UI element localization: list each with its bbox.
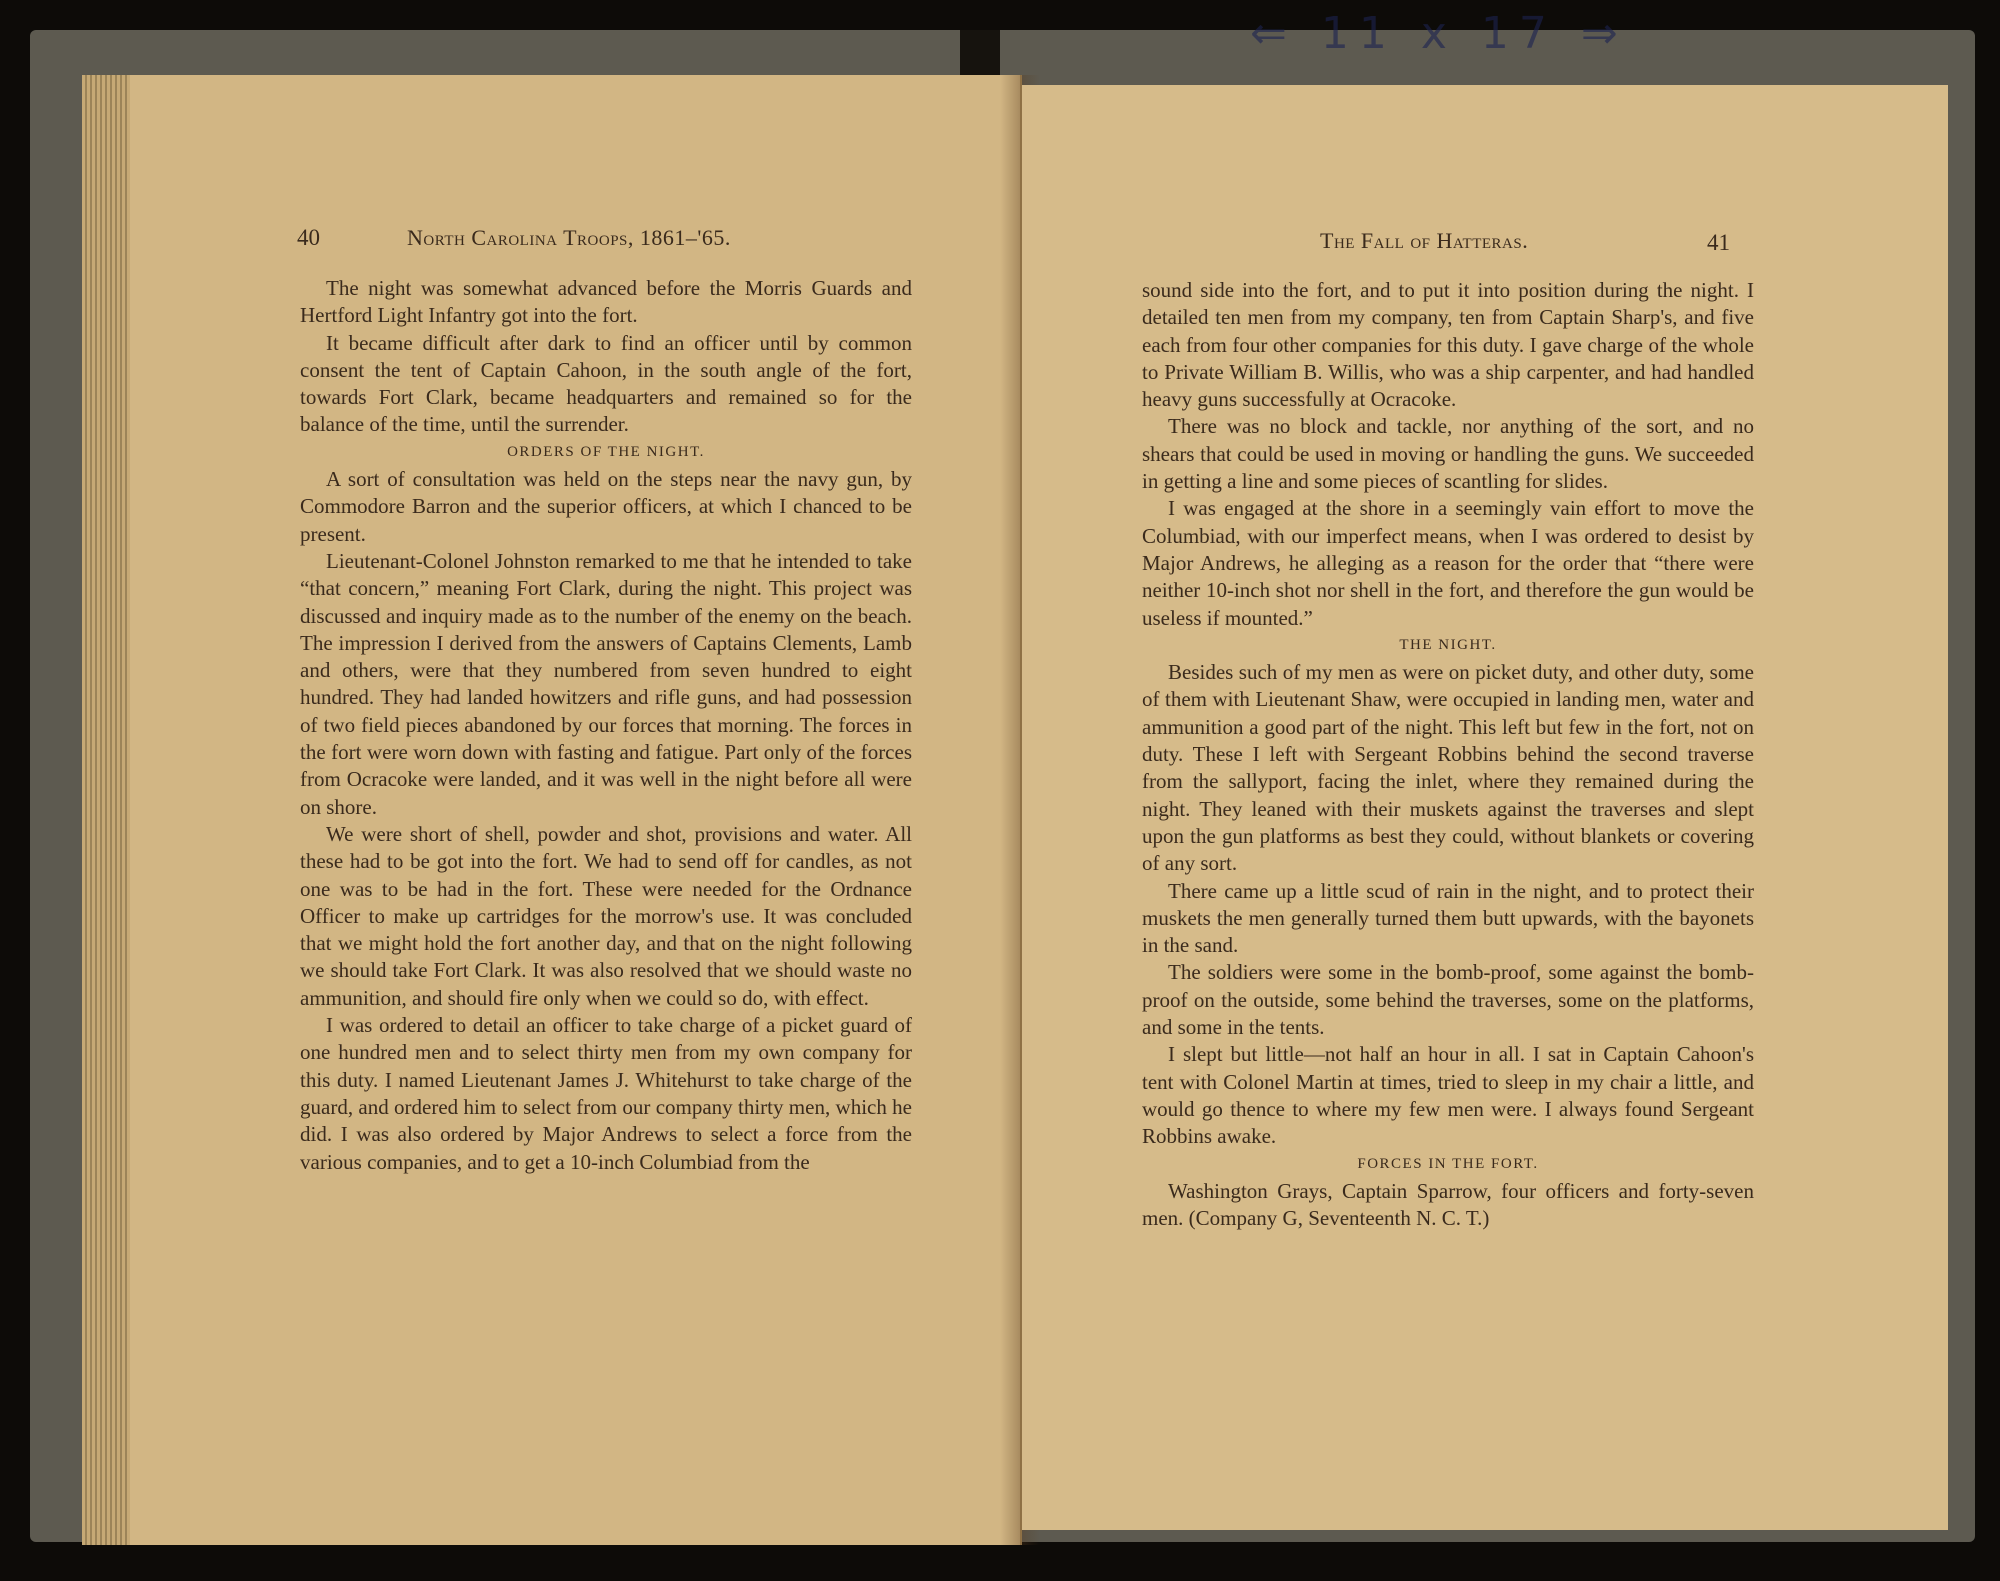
paragraph: sound side into the fort, and to put it into position during the night. I detailed ten men from my company, ten from Captain Sharp's, and five each from four other companies for this duty. I gave charge of the whole to Private William B. Willis, who was a ship carpenter, and had handled heavy guns successfully at Ocracoke. (1142, 278, 1754, 412)
paragraph: Lieutenant-Colonel Johnston remarked to me that he intended to take “that concern,” meaning Fort Clark, during the night. This project was discussed and inquiry made as to the number of the enemy on the beach. The impression I derived from the answers of Captains Clements, Lamb and others, were that they numbered from seven hundred to eight hundred. They had landed howitzers and rifle guns, and had possession of two field pieces abandoned by our forces that morning. The forces in the fort were worn down with fasting and fatigue. Part only of the forces from Ocracoke were landed, and it was well in the night before all were on shore. (300, 548, 912, 819)
section-heading: THE NIGHT. (1399, 636, 1497, 653)
paragraph: There was no block and tackle, nor anything of the sort, and no shears that could be used in moving or handling the guns. We succeeded in getting a line and some pieces of scantling for slides. (1142, 414, 1754, 494)
page-edges (82, 75, 130, 1545)
section-heading: FORCES IN THE FORT. (1357, 1155, 1539, 1172)
paragraph: There came up a little scud of rain in the night, and to protect their muskets the men generally turned them butt upwards, with the bayonets in the sand. (1142, 878, 1754, 958)
paragraph: Besides such of my men as were on picket duty, and other duty, some of them with Lieutenant Shaw, were occupied in landing men, water and ammunition a good part of the night. This left but few in the fort, not on duty. These I left with Sergeant Robbins behind the second traverse from the sallyport, facing the inlet, where they remained during the night. They leaned with their muskets against the traverses and slept upon the gun platforms as best they could, without blankets or covering of any sort. (1142, 660, 1754, 876)
library-size-mark: ⇐ 11 x 17 ⇒ (1250, 8, 1628, 59)
page-number-left: 40 (297, 225, 320, 250)
page-number-right: 41 (1707, 230, 1730, 255)
running-head-left: North Carolina Troops, 1861–'65. (407, 225, 731, 250)
paragraph: Washington Grays, Captain Sparrow, four officers and forty-seven men. (Company G, Seventeenth N. C. T.) (1142, 1178, 1754, 1231)
right-page (1022, 85, 1948, 1530)
paragraph: I was engaged at the shore in a seemingly vain effort to move the Columbiad, with our imperfect means, when I was ordered to desist by Major Andrews, he alleging as a reason for the order that “there were neither 10-inch shot nor shell in the fort, and therefore the gun would be useless if mounted.” (1142, 496, 1754, 630)
left-page-body (300, 275, 912, 1176)
paragraph: I was ordered to detail an officer to take charge of a picket guard of one hundred men and to select thirty men from my own company for this duty. I named Lieutenant James J. Whitehurst to take charge of the guard, and ordered him to select from our company thirty men, which he did. I was also ordered by Major Andrews to select a force from the various companies, and to get a 10-inch Columbiad from the (300, 1013, 912, 1174)
running-head-right: The Fall of Hatteras. (1320, 228, 1529, 253)
paragraph: The soldiers were some in the bomb-proof, some against the bomb-proof on the outside, some behind the traverses, some on the platforms, and some in the tents. (1142, 960, 1754, 1040)
paragraph: I slept but little—not half an hour in all. I sat in Captain Cahoon's tent with Colonel Martin at times, tried to sleep in my chair a little, and would go thence to where my few men were. I always found Sergeant Robbins awake. (1142, 1042, 1754, 1149)
paragraph: A sort of consultation was held on the steps near the navy gun, by Commodore Barron and the superior officers, at which I chanced to be present. (300, 467, 912, 546)
paragraph: The night was somewhat advanced before the Morris Guards and Hertford Light Infantry got into the fort. (300, 276, 912, 328)
paragraph: It became difficult after dark to find an officer until by common consent the tent of Captain Cahoon, in the south angle of the fort, towards Fort Clark, became headquarters and remained so for the balance of the time, until the surrender. (300, 330, 912, 437)
paragraph: We were short of shell, powder and shot, provisions and water. All these had to be got into the fort. We had to send off for candles, as not one was to be had in the fort. These were needed for the Ordnance Officer to make up cartridges for the morrow's use. It was concluded that we might hold the fort another day, and that on the night following we should take Fort Clark. It was also resolved that we should waste no ammunition, and should fire only when we could so do, with effect. (300, 821, 912, 1010)
right-page-body (1142, 277, 1754, 1232)
section-heading: ORDERS OF THE NIGHT. (507, 443, 705, 460)
left-page (82, 75, 1022, 1545)
